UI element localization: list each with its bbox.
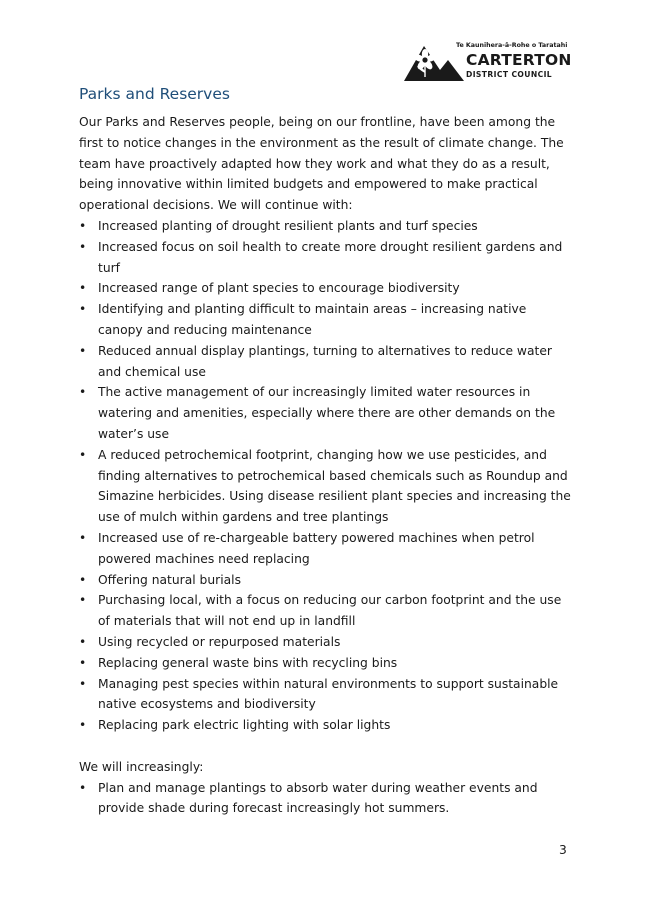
increasingly-list: [79, 778, 571, 820]
council-flower-mountain-icon: [404, 40, 464, 84]
list-item: • Plan and manage plantings to absorb water during weather events and provide shade during forecast increasingly hot summers.: [79, 778, 571, 820]
list-item: • Using recycled or repurposed materials: [79, 632, 571, 653]
logo-tagline: Te Kaunihera-ā-Rohe o Taratahi: [456, 42, 568, 49]
list-item: • Increased focus on soil health to create more drought resilient gardens and turf: [79, 237, 571, 279]
page-number: 3: [559, 843, 567, 857]
logo-subtitle: DISTRICT COUNCIL: [466, 70, 553, 79]
list-item: • Increased range of plant species to encourage biodiversity: [79, 278, 571, 299]
section-title: Parks and Reserves: [79, 85, 230, 103]
list-item: • Identifying and planting difficult to maintain areas – increasing native canopy and reducing maintenance: [79, 299, 571, 341]
list-item: • Offering natural burials: [79, 570, 571, 591]
list-item: • Managing pest species within natural environments to support sustainable native ecosystems and biodiversity: [79, 674, 571, 716]
section-content: [79, 112, 571, 819]
list-item: • A reduced petrochemical footprint, changing how we use pesticides, and finding alternatives to petrochemical based chemicals such as Roundup and Simazine herbicides. Using disease resilient plant species and increasing the use of mulch within gardens and tree plantings: [79, 445, 571, 528]
increasingly-heading: We will increasingly:: [79, 759, 204, 774]
list-item: • The active management of our increasingly limited water resources in watering and amenities, especially where there are other demands on the water’s use: [79, 382, 571, 444]
intro-paragraph: Our Parks and Reserves people, being on our frontline, have been among the first to notice changes in the environment as the result of climate change. The team have proactively adapted how they work and what they do as a result, being innovative within limited budgets and empowered to make practical operational decisions. We will continue with:: [79, 115, 564, 213]
list-item: • Increased use of re-chargeable battery powered machines when petrol powered machines need replacing: [79, 528, 571, 570]
logo-name: CARTERTON: [466, 51, 572, 69]
council-logo: [404, 40, 572, 84]
list-item: • Purchasing local, with a focus on reducing our carbon footprint and the use of materials that will not end up in landfill: [79, 590, 571, 632]
list-item: • Replacing park electric lighting with solar lights: [79, 715, 571, 736]
paragraph-spacer: [79, 736, 571, 757]
list-item: • Reduced annual display plantings, turning to alternatives to reduce water and chemical use: [79, 341, 571, 383]
continue-list: [79, 216, 571, 736]
list-item: • Replacing general waste bins with recycling bins: [79, 653, 571, 674]
list-item: • Increased planting of drought resilient plants and turf species: [79, 216, 571, 237]
